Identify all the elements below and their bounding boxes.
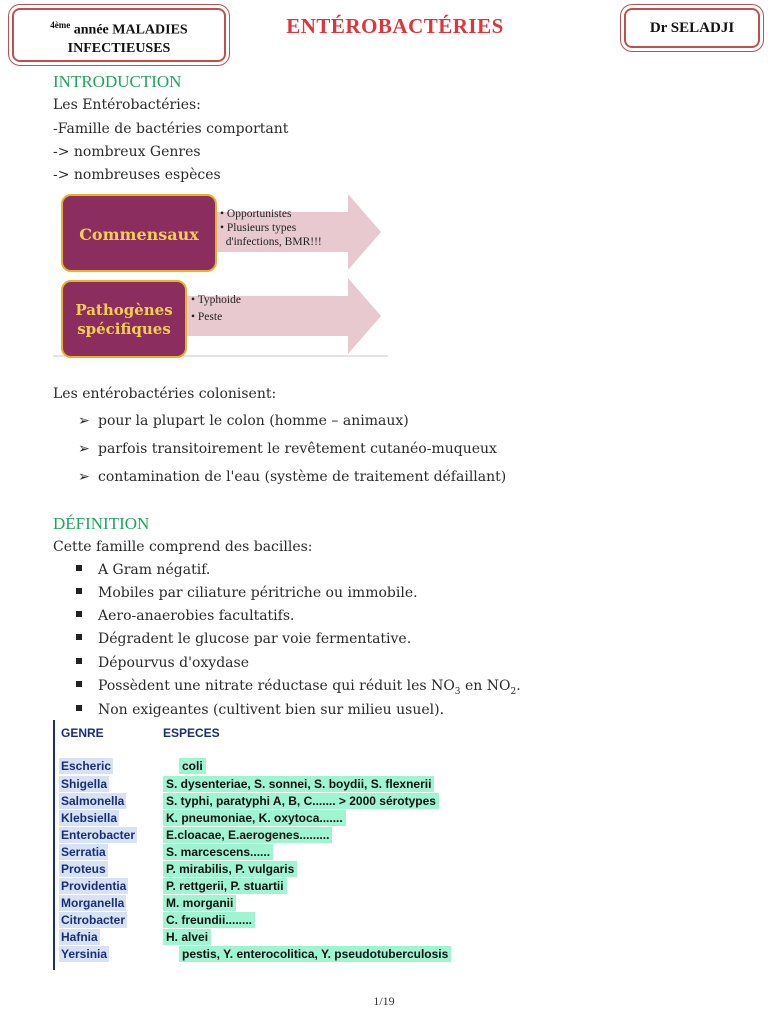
arrow-bullet-icon: ➢	[78, 441, 90, 457]
column-header-genre: GENRE	[61, 726, 104, 740]
arrow-bullet-icon: ➢	[78, 469, 90, 485]
especes-cell: E.cloacae, E.aerogenes.........	[163, 827, 332, 843]
genre-cell: Escheric	[61, 759, 112, 773]
course-label-line1	[14, 16, 224, 40]
pathogenes-items	[191, 292, 241, 326]
square-bullet-icon	[76, 681, 82, 687]
arrow-bullet-icon: ➢	[78, 413, 90, 429]
square-bullet-icon	[76, 705, 82, 711]
subscript: 2	[510, 686, 517, 697]
especes-cell: pestis, Y. enterocolitica, Y. pseudotuberculosis	[179, 946, 451, 962]
square-bullet-icon	[76, 565, 82, 571]
square-bullet-icon	[76, 588, 82, 594]
genre-cell: Enterobacter	[61, 828, 136, 842]
genre-especes-table	[53, 720, 503, 970]
intro-line: Les Entérobactéries:	[53, 97, 201, 113]
definition-heading: DÉFINITION	[53, 514, 150, 533]
square-bullet-icon	[76, 611, 82, 617]
definition-item	[76, 678, 521, 697]
commensaux-item: • Opportunistes	[220, 208, 292, 220]
colonisation-item	[78, 413, 409, 429]
genre-cell: Citrobacter	[61, 913, 126, 927]
especes-cell: S. dysenteriae, S. sonnei, S. boydii, S. flexnerii	[163, 776, 434, 792]
genre-cell: Proteus	[61, 862, 106, 876]
pathogenes-box	[61, 280, 187, 358]
square-bullet-icon	[76, 634, 82, 640]
colonisation-text: parfois transitoirement le revêtement cutanéo-muqueux	[98, 441, 497, 457]
definition-text: A Gram négatif.	[98, 562, 211, 578]
page-number: 1/19	[373, 994, 395, 1008]
definition-text: Dégradent le glucose par voie fermentative.	[98, 631, 412, 647]
author-box: Dr SELADJI	[624, 8, 760, 48]
definition-text: Non exigeantes (cultivent bien sur milieu usuel).	[98, 702, 445, 718]
intro-line: -> nombreux Genres	[53, 144, 201, 160]
especes-cell: K. pneumoniae, K. oxytoca.......	[163, 810, 346, 826]
colonisation-text: pour la plupart le colon (homme – animaux)	[98, 413, 409, 429]
especes-cell: M. morganii	[163, 895, 236, 911]
genre-cell: Morganella	[61, 896, 125, 910]
course-label-text: année MALADIES	[70, 22, 188, 38]
definition-item	[76, 655, 249, 671]
definition-text: Dépourvus d'oxydase	[98, 655, 249, 671]
commensaux-item: • Plusieurs types	[220, 222, 297, 234]
pathogenes-item: • Peste	[191, 311, 223, 323]
definition-text: Mobiles par ciliature péritriche ou immobile.	[98, 585, 418, 601]
year-superscript: 4ème	[50, 20, 71, 30]
course-label-line2: INFECTIEUSES	[67, 40, 171, 56]
page-title: ENTÉROBACTÉRIES	[286, 14, 504, 38]
genre-cell: Providentia	[61, 879, 127, 893]
genre-cell: Serratia	[61, 845, 106, 859]
especes-cell: S. marcescens......	[163, 844, 273, 860]
introduction-heading: INTRODUCTION	[53, 72, 182, 91]
definition-text: en NO	[460, 678, 511, 694]
genre-cell: Yersinia	[61, 947, 108, 961]
especes-cell: S. typhi, paratyphi A, B, C....... > 2000 sérotypes	[163, 793, 439, 809]
table-left-rule	[53, 720, 55, 970]
commensaux-item: d'infections, BMR!!!	[220, 236, 322, 248]
course-label-box	[12, 8, 226, 62]
definition-intro: Cette famille comprend des bacilles:	[53, 539, 313, 555]
definition-text: Aero-anaerobies facultatifs.	[98, 608, 295, 624]
definition-item	[76, 585, 418, 601]
colonisation-item	[78, 469, 506, 485]
genre-cell: Salmonella	[61, 794, 125, 808]
especes-cell: coli	[179, 758, 206, 774]
definition-item	[76, 631, 411, 647]
pathogenes-item: • Typhoide	[191, 294, 241, 306]
especes-cell: P. mirabilis, P. vulgaris	[163, 861, 297, 877]
subscript: 3	[454, 686, 461, 697]
square-bullet-icon	[76, 658, 82, 664]
especes-cell: C. freundii........	[163, 912, 255, 928]
definition-item	[76, 562, 210, 578]
colonisation-text: contamination de l'eau (système de traitement défaillant)	[98, 469, 507, 485]
pathogenes-label-line2: spécifiques	[77, 320, 171, 338]
intro-line: -> nombreuses espèces	[53, 167, 221, 183]
intro-line: -Famille de bactéries comportant	[53, 121, 289, 137]
column-header-especes: ESPECES	[163, 726, 220, 740]
commensaux-box: Commensaux	[61, 194, 217, 272]
genre-cell: Klebsiella	[61, 811, 118, 825]
genre-cell: Hafnia	[61, 930, 98, 944]
definition-item	[76, 702, 444, 718]
commensaux-items	[220, 207, 322, 249]
pathogenes-label-line1: Pathogènes	[75, 301, 173, 319]
genre-cell: Shigella	[61, 777, 108, 791]
colonisation-intro: Les entérobactéries colonisent:	[53, 386, 277, 402]
definition-text: .	[516, 678, 521, 694]
especes-cell: H. alvei	[163, 929, 211, 945]
especes-cell: P. rettgerii, P. stuartii	[163, 878, 287, 894]
definition-text: Possèdent une nitrate réductase qui réduit les NO	[98, 678, 455, 694]
classification-diagram	[53, 190, 388, 360]
colonisation-item	[78, 441, 497, 457]
definition-item	[76, 608, 294, 624]
